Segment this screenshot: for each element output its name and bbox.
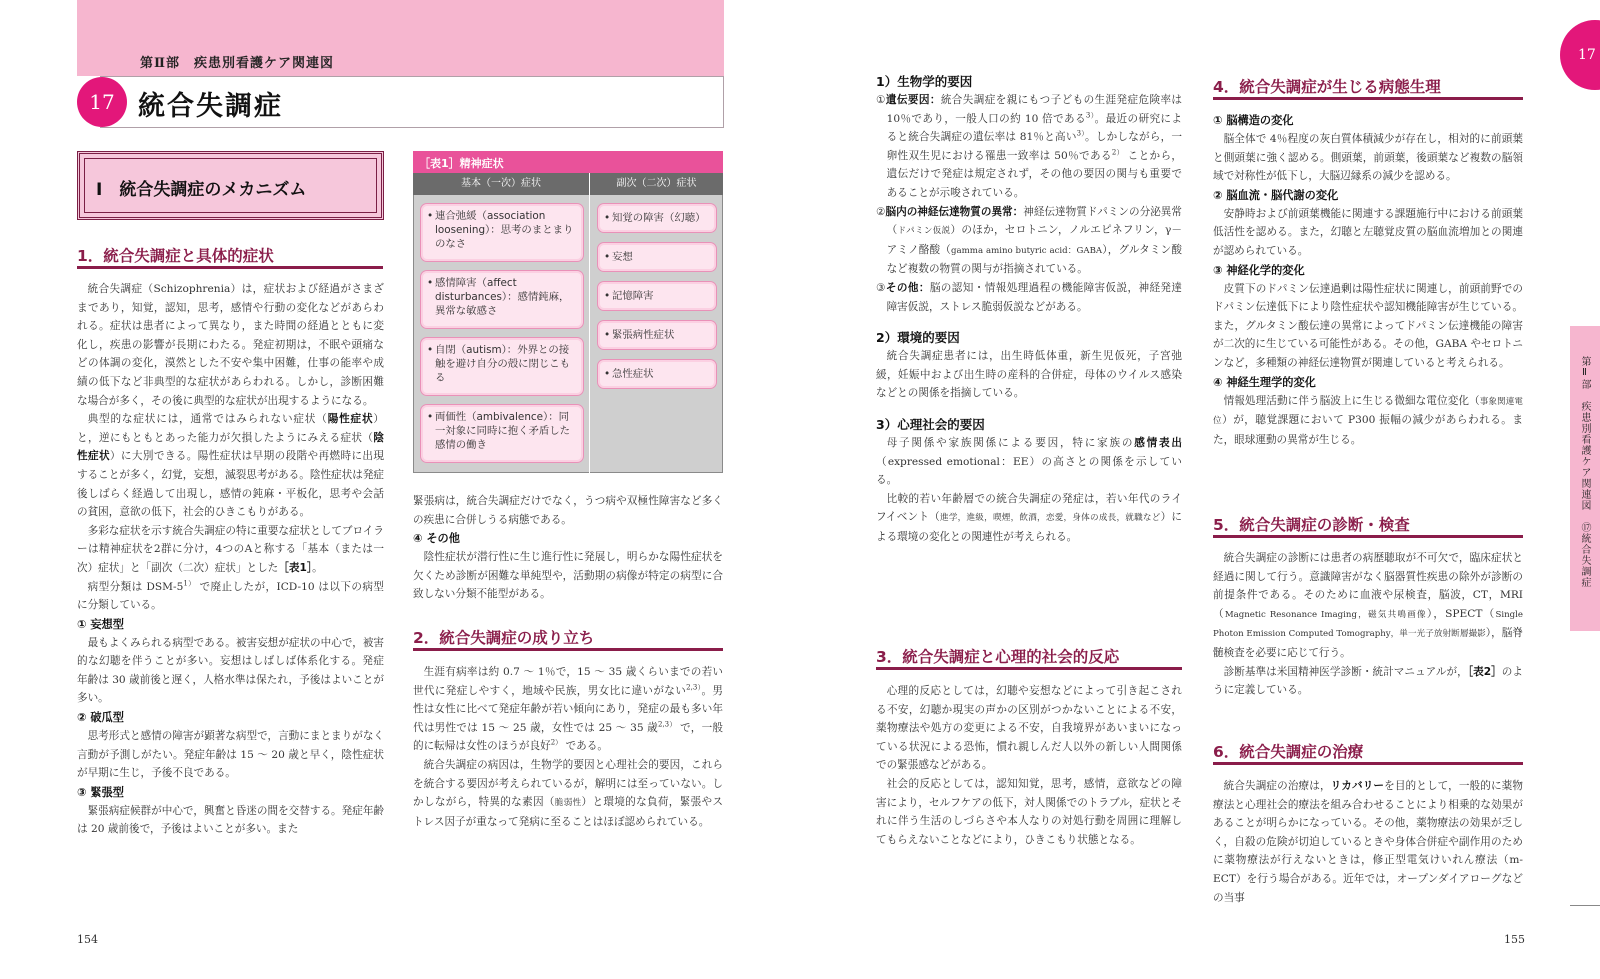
side-index-label: 第Ⅱ部 疾患別看護ケア関連図 ⑰統合失調症 [1579, 356, 1590, 588]
heading-6-rule [1213, 762, 1523, 765]
page-number-right: 155 [1504, 933, 1525, 946]
table-caption: ［表1］精神症状 [413, 151, 723, 173]
column-4c [1213, 777, 1523, 907]
table-cell-secondary: • 知覚の障害（幻聴） [597, 203, 717, 233]
column-2 [413, 492, 723, 604]
subtype-title: ③ 緊張型 [77, 785, 124, 799]
subtype-title: ④ その他 [413, 532, 460, 546]
subtype-title: ② 破瓜型 [77, 711, 124, 725]
subsection-title: ③ 神経化学的変化 [1213, 263, 1305, 277]
table-cell-basic: • 自閉（autism）：外界との接触を避け自分の殻に閉じこもる [420, 337, 584, 396]
table-cell-secondary: • 妄想 [597, 242, 717, 272]
paragraph: 最もよくみられる病型である。被害妄想が症状の中心で，被害的な幻聴を伴うことが多い。妄想はしばしば体系化する。発症年齢は 30 歳前後と遅く，人格水準は保たれ，予後はよいことが多い。 [77, 636, 385, 705]
table-cell-secondary: • 記憶障害 [597, 281, 717, 311]
paragraph: 心理的反応としては，幻聴や妄想などによって引き起こされる不安，幻聴か現実の声かの区別がつかないことによる不安，薬物療法や処方の変更による不安，自我境界があいまいになっている状況による恐怖，慣れ親しんだ人以外の新しい人間関係での緊張感などがある。 [876, 685, 1182, 772]
table-divider [589, 173, 590, 473]
section-title: Ⅰ 統合失調症のメカニズム [96, 180, 307, 200]
side-divider [1570, 905, 1600, 906]
subsection-title: ① 脳構造の変化 [1213, 114, 1294, 127]
heading-1-rule [77, 266, 383, 269]
heading-3: 3．統合失調症と心理的社会的反応 [876, 648, 1120, 666]
paragraph: 比較的若い年齢層での統合失調症の発症は，若い年代のライフイベント（進学，進級，喫煙，飲酒，恋愛，身体の成長，就職など）による環境の変化との関連性が考えられる。 [876, 492, 1183, 543]
paragraph: 統合失調症の治療は，リカバリーを目的として，一般的に薬物療法と心理社会的療法を組み合わせることにより相乗的な効果があることが明らかになっている。その他，薬物療法の効果が乏しく，自殺の危険が切迫しているときや身体合併症や副作用のために薬物療法が行えないときは，修正型電気けいれん療法（m-ECT）を行う場合がある。近年では，オープンダイアローグなどの当事 [1213, 780, 1523, 904]
paragraph: 緊張病症候群が中心で，興奮と昏迷の間を交替する。発症年齢は 20 歳前後で，予後はよいことが多い。また [77, 804, 385, 836]
heading-2: 2．統合失調症の成り立ち [413, 629, 595, 647]
column-2b [413, 663, 723, 831]
page-number-left: 154 [77, 933, 98, 946]
subsection-title: 2）環境的要因 [876, 330, 960, 346]
paragraph: 統合失調症患者には，出生時低体重，新生児仮死，子宮弛緩，妊娠中および出生時の産科的合併症，母体のウイルス感染などとの関係を指摘している。 [876, 350, 1182, 400]
paragraph: 典型的な症状には，通常ではみられない症状（陽性症状）と，逆にもともとあった能力が欠損したようにみえる症状（陰性症状）に大別できる。陽性症状は早期の段階や再燃時に出現することが多く，幻覚，妄想，滅裂思考がある。陰性症状は発症後しばらく経過して出現し，感情の鈍麻・平板化，思考や会話の貧困，意欲の低下，社会的ひきこもりがある。 [77, 413, 385, 519]
heading-5-rule [1213, 535, 1523, 538]
heading-4: 4．統合失調症が生じる病態生理 [1213, 78, 1441, 96]
paragraph: 思考形式と感情の障害が顕著な病型で，言動にまとまりがなく言動が予測しがたい。発症年齢は 15 ～ 20 歳と早く，陰性症状が早期に生じ，予後不良である。 [77, 730, 385, 780]
column-4 [1213, 111, 1523, 449]
right-chapter-badge: 17 [1560, 20, 1600, 90]
heading-2-rule [413, 648, 723, 651]
heading-4-rule [1213, 97, 1523, 100]
table-cell-secondary: • 緊張病性症状 [597, 320, 717, 350]
paragraph: 病型分類は DSM-$5^{1)}$ で廃止したが，ICD-10 は以下の病型に分類している。 [77, 578, 384, 612]
paragraph: 多彩な症状を示す統合失調症の特に重要な症状としてブロイラーは精神症状を2群に分け，4つのAと称する「基本（または一次）症状」と「副次（二次）症状」とした［表1］。 [77, 524, 384, 574]
subsection-title: 3）心理社会的要因 [876, 416, 985, 432]
table-header-secondary: 副次（二次）症状 [590, 173, 723, 195]
table-cell-basic: • 両価性（ambivalence）：同一対象に同時に抱く矛盾した感情の働き [420, 404, 584, 463]
column-3b [876, 682, 1182, 849]
heading-3-rule [876, 667, 1182, 670]
column-3 [876, 72, 1182, 546]
paragraph: 陰性症状が潜行性に生じ進行性に発展し，明らかな陽性症状を欠くため診断が困難な単純型や，活動期の病像が特定の病型に合致しない分類不能型がある。 [413, 551, 723, 601]
subtype-title: ① 妄想型 [77, 617, 124, 631]
paragraph: 生涯有病率は約 0.7 ～ 1％で，15 ～ 35 歳くらいまでの若い世代に発症しやすく，地域や民族，男女比に違いがない$^{2,3)}$。男性は女性に比べて発症年齢が若い傾向にあり，発症の最も多い年代は男性では 15 ～ 25 歳，女性では 25 ～ 35 歳$^{2,3)}$ で，一般的に転帰は女性のほうが良好$^{2)}$ である。 [413, 666, 724, 753]
heading-5: 5．統合失調症の診断・検査 [1213, 516, 1410, 534]
heading-6: 6．統合失調症の治療 [1213, 743, 1364, 761]
paragraph: 安静時および前頭葉機能に関連する課題施行中における前頭葉低活性を認める。また，幻聴と左聴覚皮質の脳血流増加との関連が認められている。 [1213, 207, 1523, 257]
heading-1: 1．統合失調症と具体的症状 [77, 247, 274, 265]
table-cell-basic: • 感情障害（affect disturbances）：感情鈍麻，異常な敏感さ [420, 270, 584, 329]
paragraph: 情報処理活動に伴う脳波上に生じる微細な電位変化（事象関連電位）が，聴覚課題において P300 振幅の減少があらわれる。また，眼球運動の異常が生じる。 [1213, 394, 1523, 446]
chapter-title: 統合失調症 [138, 91, 283, 122]
subsection-title: ② 脳血流・脳代謝の変化 [1213, 188, 1339, 202]
table-cell-basic: • 連合弛緩（association loosening）：思考のまとまりのなさ [420, 203, 584, 262]
paragraph: 統合失調症の診断には患者の病歴聴取が不可欠で，臨床症状と経過に関して行う。意識障害がなく脳器質性疾患の除外が診断の前提条件である。そのために血液や尿検査，脳波，CT，MRI（Magnetic Resonance Imaging，磁気共鳴画像），SPECT（Single Photon Emission Computed Tomography，単一光子放射断層撮影），脳脊髄検査を必要に応じて行う。 [1213, 552, 1523, 659]
paragraph: ①遺伝要因：統合失調症を親にもつ子どもの生涯発症危険率は 10％であり，一般人口の約 10 倍である$^{3)}$。最近の研究によると統合失調症の遺伝率は 81％と高い$^{3)}$。しかしながら，一卵性双生児における罹患一致率は 50％である$^{2)}$ ことから，遺伝だけで発症は規定されず，その他の要因の関与も重要であることが示唆されている。 [876, 94, 1183, 199]
table-header-basic: 基本（一次）症状 [413, 173, 589, 195]
paragraph: 統合失調症（Schizophrenia）は，症状および経過がさまざまであり，知覚，認知，思考，感情や行動の変化などがあらわれる。症状は患者によって異なり，また時間の経過とともに変化し，疾患の影響が長期にわたる。発症初期は，不眠や頭痛などの体調の変化，漠然とした不安や集中困難，仕事の能率や成績の低下など非典型的な症状があらわれる。しかし，診断困難な場合が多く，その後に典型的な症状が出現するようになる。 [77, 283, 384, 407]
paragraph: ③その他：脳の認知・情報処理過程の機能障害仮説，神経発達障害仮説，ストレス脆弱仮説などがある。 [876, 281, 1183, 313]
subsection-title: 1）生物学的要因 [876, 74, 973, 89]
paragraph: 緊張病は，統合失調症だけでなく，うつ病や双極性障害など多くの疾患に合併しうる病態である。 [413, 495, 723, 526]
paragraph: 脳全体で 4％程度の灰白質体積減少が存在し，相対的に前頭葉と側頭葉に強く認める。側頭葉，前頭葉，後頭葉など複数の脳領域で対称性が低下し，大脳辺縁系の減少を認める。 [1213, 133, 1523, 183]
column-1 [77, 280, 384, 839]
chapter-number-badge: 17 [77, 77, 127, 127]
paragraph: 社会的反応としては，認知知覚，思考，感情，意欲などの障害により，セルフケアの低下，対人関係でのトラブル，症状とそれに伴う生活のしづらさや本人なりの対処行動を周囲に理解してもらえないことなどにより，ひきこもり状態となる。 [876, 777, 1182, 846]
column-4b [1213, 549, 1523, 700]
table-cell-secondary: • 急性症状 [597, 359, 717, 389]
subsection-title: ④ 神経生理学的変化 [1213, 375, 1316, 389]
paragraph: 診断基準は米国精神医学診断・統計マニュアルが，［表2］のように定義している。 [1213, 665, 1523, 697]
paragraph: ②脳内の神経伝達物質の異常：神経伝達物質ドパミンの分泌異常（ドパミン仮説）のほか，セロトニン，ノルエピネフリン，γ－アミノ酪酸（gamma amino butyric acid：GABA），グルタミン酸など複数の物質の関与が指摘されている。 [876, 205, 1182, 276]
paragraph: 母子関係や家族関係による要因，特に家族の感情表出（expressed emotional：EE）の高さとの関係を示している。 [876, 436, 1183, 487]
part-title: 第Ⅱ部 疾患別看護ケア関連図 [140, 56, 334, 71]
paragraph: 皮質下のドパミン伝達過剰は陽性症状に関連し，前頭前野でのドパミン伝達低下により陰性症状や認知機能障害が生じている。また，グルタミン酸伝達の異常によってドパミン伝達機能の障害が二次的に生じている可能性がある。その他，GABA やセロトニンなど，多種類の神経伝達物質が関連していると考えられる。 [1213, 282, 1523, 369]
paragraph: 統合失調症の病因は，生物学的要因と心理社会的要因，これらを統合する要因が考えられているが，解明には至っていない。しかしながら，特異的な素因（脆弱性）と環境的な負荷，緊張やストレス因子が重なって発病に至ることはほぼ認められている。 [413, 758, 724, 828]
